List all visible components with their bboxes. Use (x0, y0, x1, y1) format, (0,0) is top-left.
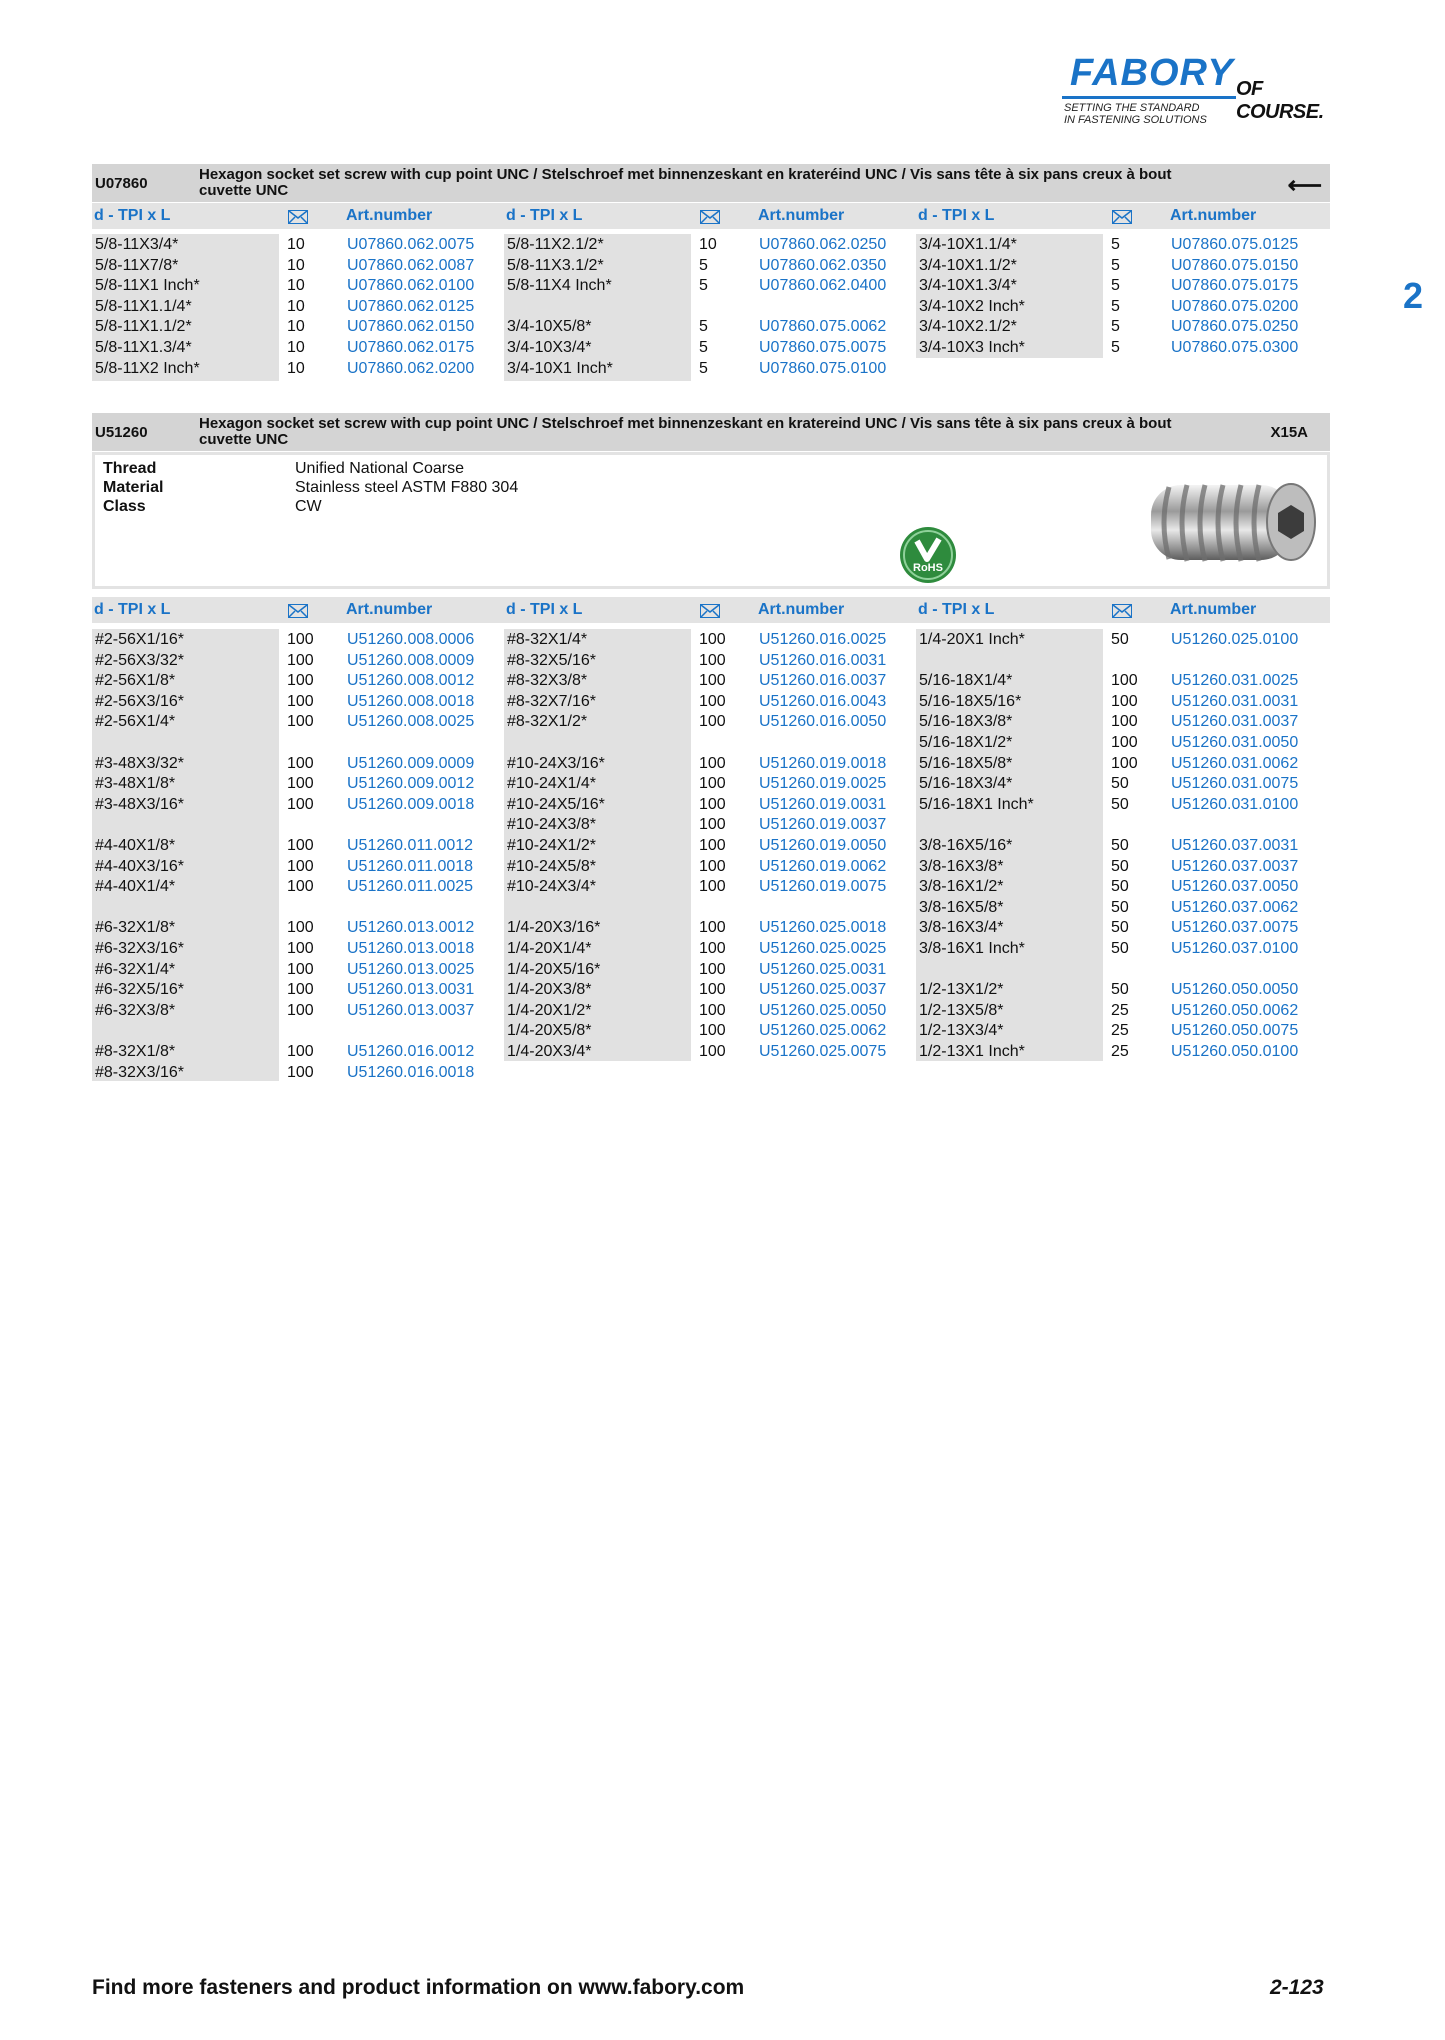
dimension-cell: 5/8-11X1.1/4* (95, 297, 192, 315)
art-number-column-header: Art.number (346, 601, 433, 618)
art-number-link[interactable]: U51260.050.0062 (1171, 1001, 1299, 1019)
art-number-link[interactable]: U51260.016.0012 (347, 1043, 475, 1060)
art-number-link[interactable]: U51260.031.0062 (1171, 754, 1299, 772)
dimension-cell: 3/4-10X3 Inch* (919, 339, 1025, 356)
dimension-cell: 5/16-18X5/8* (919, 754, 1013, 772)
art-number-link[interactable]: U07860.075.0175 (1171, 277, 1299, 295)
dimension-cell: #8-32X3/8* (507, 672, 588, 690)
dim-column-header: d - TPI x L (506, 207, 583, 224)
pack-quantity-cell: 5 (1111, 318, 1120, 336)
pack-quantity-cell: 100 (287, 713, 314, 731)
art-number-link[interactable]: U51260.013.0037 (347, 1001, 475, 1019)
envelope-icon (1112, 604, 1132, 618)
class-value: CW (295, 498, 322, 515)
dimension-cell: #2-56X1/8* (95, 672, 176, 690)
art-number-link[interactable]: U51260.037.0037 (1171, 857, 1299, 875)
pack-quantity-cell: 100 (699, 857, 726, 875)
art-number-link[interactable]: U51260.013.0012 (347, 919, 475, 937)
art-number-link[interactable]: U51260.031.0100 (1171, 795, 1299, 813)
pack-quantity-cell: 100 (287, 795, 314, 813)
dimension-cell: 3/8-16X1 Inch* (919, 940, 1025, 957)
art-number-link[interactable]: U51260.050.0075 (1171, 1022, 1299, 1040)
pack-quantity-cell: 100 (287, 940, 314, 957)
section-title: Hexagon socket set screw with cup point UNC / Stelschroef met binnenzeskant en kratereind UNC / Vis sans tête à six pans creux à bout cuvette UNC (199, 415, 1172, 448)
pack-quantity-cell: 50 (1111, 837, 1129, 854)
pack-quantity-cell: 100 (287, 775, 314, 793)
pack-quantity-cell: 100 (287, 1043, 314, 1060)
art-number-link[interactable]: U07860.075.0075 (759, 339, 887, 356)
dimension-cell: 1/4-20X1/2* (507, 1001, 592, 1019)
pack-quantity-cell: 50 (1111, 631, 1129, 648)
envelope-icon (700, 210, 720, 224)
dimension-cell: 5/16-18X5/16* (919, 692, 1022, 710)
dimension-cell: #2-56X1/16* (95, 631, 184, 648)
art-number-link[interactable]: U07860.062.0150 (347, 318, 475, 336)
thread-value: Unified National Coarse (295, 460, 464, 477)
art-number-link[interactable]: U51260.016.0031 (759, 651, 887, 669)
pack-quantity-cell: 100 (699, 919, 726, 937)
art-number-link[interactable]: U07860.062.0087 (347, 256, 475, 274)
pack-quantity-cell: 10 (287, 256, 305, 274)
pack-quantity-cell: 10 (287, 359, 305, 377)
pack-quantity-cell: 100 (699, 960, 726, 978)
pack-quantity-cell: 100 (287, 919, 314, 937)
fabory-logo (1062, 52, 1352, 132)
art-number-link[interactable]: U51260.031.0050 (1171, 734, 1299, 751)
pack-quantity-cell: 100 (699, 1001, 726, 1019)
dimension-cell: #3-48X3/16* (95, 795, 184, 813)
rohs-badge-icon (900, 527, 956, 583)
art-number-link[interactable]: U51260.025.0075 (759, 1043, 887, 1060)
art-number-link[interactable]: U51260.025.0037 (759, 981, 887, 999)
dimension-cell: 1/4-20X5/16* (507, 960, 601, 978)
art-number-link[interactable]: U51260.008.0025 (347, 713, 475, 731)
pack-quantity-cell: 50 (1111, 775, 1129, 793)
art-number-link[interactable]: U51260.031.0075 (1171, 775, 1299, 793)
art-number-link[interactable]: U51260.019.0018 (759, 754, 887, 772)
art-number-link[interactable]: U51260.031.0037 (1171, 713, 1299, 731)
pack-quantity-cell: 100 (699, 940, 726, 957)
dimension-cell: 1/4-20X5/8* (507, 1022, 592, 1040)
dimension-cell: 1/2-13X3/4* (919, 1022, 1004, 1040)
art-number-link[interactable]: U07860.062.0125 (347, 297, 475, 315)
art-number-link[interactable]: U51260.037.0062 (1171, 898, 1299, 916)
art-number-link[interactable]: U51260.016.0037 (759, 672, 887, 690)
dimension-cell: 3/4-10X2 Inch* (919, 297, 1025, 315)
pack-quantity-cell: 50 (1111, 898, 1129, 916)
dimension-cell: #2-56X1/4* (95, 713, 176, 731)
dimension-cell: 5/8-11X3.1/2* (507, 256, 604, 274)
section-code: U07860 (95, 175, 148, 192)
pack-quantity-cell: 5 (1111, 339, 1120, 356)
art-number-link[interactable]: U07860.075.0125 (1171, 236, 1299, 253)
art-number-link[interactable]: U07860.075.0200 (1171, 297, 1299, 315)
pack-quantity-cell: 100 (699, 1022, 726, 1040)
footer-text: Find more fasteners and product information on www.fabory.com (92, 1976, 745, 1999)
dimension-cell: 5/16-18X1 Inch* (919, 795, 1034, 813)
art-number-link[interactable]: U07860.062.0100 (347, 277, 475, 295)
pack-quantity-cell: 10 (287, 277, 305, 295)
dimension-cell: 3/8-16X1/2* (919, 878, 1004, 896)
art-number-link[interactable]: U51260.011.0018 (347, 857, 474, 875)
pack-quantity-cell: 100 (699, 775, 726, 793)
art-number-link[interactable]: U51260.037.0031 (1171, 837, 1299, 854)
pack-quantity-cell: 100 (1111, 713, 1138, 731)
pack-quantity-cell: 50 (1111, 981, 1129, 999)
art-number-column-header: Art.number (758, 207, 845, 224)
art-number-link[interactable]: U07860.062.0075 (347, 236, 475, 253)
logo-brand: FABORY (1070, 52, 1234, 94)
dimension-cell: #3-48X3/32* (95, 754, 184, 772)
art-number-link[interactable]: U07860.075.0300 (1171, 339, 1299, 356)
dim-column-header: d - TPI x L (94, 601, 171, 618)
section-title-bar-u07860 (92, 164, 1330, 202)
art-number-column-header: Art.number (758, 601, 845, 618)
pack-quantity-cell: 50 (1111, 878, 1129, 896)
dimension-cell: #4-40X3/16* (95, 857, 184, 875)
dimension-cell: #4-40X1/8* (95, 837, 176, 854)
dimension-cell: 3/4-10X1.1/4* (919, 236, 1017, 253)
pack-quantity-cell: 100 (699, 795, 726, 813)
art-number-link[interactable]: U51260.019.0050 (759, 837, 887, 854)
dimension-cell: 5/16-18X1/2* (919, 734, 1013, 751)
art-number-column-header: Art.number (1170, 601, 1257, 618)
dimension-cell: 5/8-11X2 Inch* (95, 359, 200, 377)
dimension-cell: 5/8-11X1.3/4* (95, 339, 192, 356)
dimension-cell: 5/16-18X3/4* (919, 775, 1013, 793)
art-number-link[interactable]: U51260.019.0062 (759, 857, 887, 875)
logo-tagline: OF COURSE. (1236, 78, 1324, 123)
art-number-link[interactable]: U51260.013.0031 (347, 981, 475, 999)
envelope-icon (288, 210, 308, 224)
logo-underline (1062, 96, 1236, 99)
pack-quantity-cell: 10 (699, 236, 717, 253)
pack-quantity-cell: 100 (699, 672, 726, 690)
dimension-cell: 3/4-10X1.3/4* (919, 277, 1017, 295)
dimension-cell: 3/4-10X1 Inch* (507, 359, 613, 377)
pack-quantity-cell: 100 (1111, 692, 1138, 710)
dim-column-header: d - TPI x L (94, 207, 171, 224)
art-number-link[interactable]: U51260.016.0018 (347, 1063, 475, 1081)
dimension-cell: 3/8-16X5/8* (919, 898, 1004, 916)
dimension-cell: #6-32X3/16* (95, 940, 184, 957)
pack-quantity-cell: 5 (1111, 297, 1120, 315)
art-number-link[interactable]: U51260.009.0018 (347, 795, 475, 813)
art-number-link[interactable]: U51260.025.0050 (759, 1001, 887, 1019)
dimension-cell: 1/4-20X3/16* (507, 919, 601, 937)
pack-quantity-cell: 10 (287, 339, 305, 356)
dimension-cell: 3/8-16X5/16* (919, 837, 1013, 854)
pack-quantity-cell: 100 (699, 651, 726, 669)
pack-quantity-cell: 5 (699, 359, 708, 377)
pack-quantity-cell: 100 (1111, 672, 1138, 690)
dimension-cell: 5/8-11X2.1/2* (507, 236, 604, 253)
pack-quantity-cell: 100 (287, 960, 314, 978)
dimension-cell: 5/8-11X3/4* (95, 236, 179, 253)
dimension-cell: #6-32X1/4* (95, 960, 176, 978)
thread-label: Thread (103, 460, 157, 477)
page-number: 2-123 (1270, 1976, 1324, 1999)
art-number-link[interactable]: U51260.037.0050 (1171, 878, 1299, 896)
dimension-cell: #2-56X3/16* (95, 692, 184, 710)
dimension-cell: #2-56X3/32* (95, 651, 184, 669)
pack-quantity-cell: 100 (287, 981, 314, 999)
pack-quantity-cell: 25 (1111, 1001, 1129, 1019)
art-number-link[interactable]: U51260.016.0043 (759, 692, 887, 710)
art-number-link[interactable]: U51260.008.0012 (347, 672, 475, 690)
pack-quantity-cell: 5 (699, 318, 708, 336)
chapter-number: 2 (1403, 275, 1424, 316)
section-code: U51260 (95, 424, 148, 441)
art-number-link[interactable]: U51260.008.0006 (347, 631, 475, 648)
dimension-cell: #6-32X3/8* (95, 1001, 176, 1019)
pack-quantity-cell: 100 (1111, 754, 1138, 772)
art-number-link[interactable]: U51260.019.0037 (759, 816, 887, 834)
envelope-icon (1112, 210, 1132, 224)
dimension-cell: #10-24X3/16* (507, 754, 605, 772)
art-number-link[interactable]: U51260.008.0018 (347, 692, 475, 710)
dimension-cell: 1/4-20X3/8* (507, 981, 592, 999)
art-number-link[interactable]: U51260.031.0025 (1171, 672, 1299, 690)
pack-quantity-cell: 100 (287, 857, 314, 875)
pack-quantity-cell: 100 (699, 713, 726, 731)
dimension-cell: 5/8-11X7/8* (95, 256, 179, 274)
dimension-cell: 3/4-10X3/4* (507, 339, 592, 356)
art-number-link[interactable]: U51260.016.0050 (759, 713, 887, 731)
pack-quantity-cell: 10 (287, 236, 305, 253)
art-number-link[interactable]: U51260.025.0025 (759, 940, 887, 957)
art-number-link[interactable]: U07860.062.0175 (347, 339, 475, 356)
dimension-cell: 1/4-20X3/4* (507, 1043, 592, 1060)
pack-quantity-cell: 100 (287, 754, 314, 772)
art-number-column-header: Art.number (346, 207, 433, 224)
pack-quantity-cell: 100 (699, 631, 726, 648)
pack-quantity-cell: 100 (699, 816, 726, 834)
section-title-bar-u51260 (92, 413, 1330, 451)
set-screw-image-icon (1141, 465, 1321, 575)
art-number-link[interactable]: U51260.037.0100 (1171, 940, 1299, 957)
back-arrow-icon[interactable]: ⟵ (1287, 172, 1322, 199)
art-number-link[interactable]: U51260.025.0018 (759, 919, 887, 937)
art-number-link[interactable]: U51260.009.0009 (347, 754, 475, 772)
pack-quantity-cell: 100 (1111, 734, 1138, 751)
art-number-link[interactable]: U51260.013.0025 (347, 960, 475, 978)
dimension-cell: 1/2-13X1 Inch* (919, 1043, 1025, 1060)
pack-quantity-cell: 100 (287, 1001, 314, 1019)
dimension-cell: #10-24X1/2* (507, 837, 596, 854)
dimension-cell: #10-24X3/8* (507, 816, 596, 834)
dimension-cell: 3/8-16X3/8* (919, 857, 1004, 875)
logo-subtitle-line-2: IN FASTENING SOLUTIONS (1064, 114, 1207, 126)
envelope-icon (700, 604, 720, 618)
dimension-cell: 1/2-13X5/8* (919, 1001, 1004, 1019)
pack-quantity-cell: 5 (699, 256, 708, 274)
dimension-cell: 3/8-16X3/4* (919, 919, 1004, 937)
pack-quantity-cell: 100 (287, 672, 314, 690)
art-number-link[interactable]: U07860.062.0350 (759, 256, 887, 274)
material-value: Stainless steel ASTM F880 304 (295, 479, 519, 496)
dimension-cell: 5/16-18X1/4* (919, 672, 1013, 690)
dimension-cell: 3/4-10X1.1/2* (919, 256, 1017, 274)
properties-box (92, 452, 1330, 589)
pack-quantity-cell: 50 (1111, 919, 1129, 937)
art-number-link[interactable]: U51260.019.0075 (759, 878, 887, 896)
dimension-cell: #10-24X5/16* (507, 795, 605, 813)
art-number-link[interactable]: U07860.075.0150 (1171, 256, 1299, 274)
dimension-cell: 1/4-20X1/4* (507, 940, 592, 957)
pack-quantity-cell: 50 (1111, 940, 1129, 957)
pack-quantity-cell: 10 (287, 318, 305, 336)
pack-quantity-cell: 100 (699, 754, 726, 772)
dimension-cell: 5/16-18X3/8* (919, 713, 1013, 731)
dimension-cell: 5/8-11X1.1/2* (95, 318, 192, 336)
class-label: Class (103, 498, 146, 515)
section-title: Hexagon socket set screw with cup point UNC / Stelschroef met binnenzeskant en krateréind UNC / Vis sans tête à six pans creux à bout cuvette UNC (199, 166, 1172, 199)
pack-quantity-cell: 50 (1111, 857, 1129, 875)
pack-quantity-cell: 5 (1111, 277, 1120, 295)
art-number-link[interactable]: U51260.019.0025 (759, 775, 887, 793)
art-number-link[interactable]: U07860.075.0250 (1171, 318, 1299, 336)
art-number-link[interactable]: U51260.050.0050 (1171, 981, 1299, 999)
dim-column-header: d - TPI x L (918, 601, 995, 618)
dimension-cell: #8-32X7/16* (507, 692, 596, 710)
logo-subtitle (1064, 102, 1207, 126)
pack-quantity-cell: 25 (1111, 1043, 1129, 1060)
pack-quantity-cell: 100 (699, 837, 726, 854)
art-number-link[interactable]: U51260.025.0031 (759, 960, 887, 978)
dimension-cell: #8-32X1/8* (95, 1043, 176, 1060)
dim-column-header: d - TPI x L (918, 207, 995, 224)
pack-quantity-cell: 100 (699, 1043, 726, 1060)
pack-quantity-cell: 100 (699, 692, 726, 710)
art-number-link[interactable]: U51260.009.0012 (347, 775, 475, 793)
pack-quantity-cell: 100 (287, 1063, 314, 1081)
art-number-link[interactable]: U51260.011.0012 (347, 837, 474, 854)
art-number-link[interactable]: U51260.037.0075 (1171, 919, 1299, 937)
art-number-link[interactable]: U07860.075.0100 (759, 359, 887, 377)
column-header-bar (92, 597, 1330, 623)
dimension-cell: 5/8-11X1 Inch* (95, 277, 200, 295)
dimension-cell: 3/4-10X2.1/2* (919, 318, 1017, 336)
art-number-link[interactable]: U51260.008.0009 (347, 651, 475, 669)
pack-quantity-cell: 100 (287, 651, 314, 669)
pack-quantity-cell: 100 (287, 692, 314, 710)
column-header-bar (92, 203, 1330, 229)
pack-quantity-cell: 5 (699, 277, 708, 295)
logo-subtitle-line-1: SETTING THE STANDARD (1064, 102, 1200, 114)
pack-quantity-cell: 100 (287, 631, 314, 648)
dimension-cell: #10-24X3/4* (507, 878, 596, 896)
pack-quantity-cell: 50 (1111, 795, 1129, 813)
dimension-cell: 3/4-10X5/8* (507, 318, 592, 336)
rohs-label: RoHS (913, 562, 943, 574)
dimension-cell: #3-48X1/8* (95, 775, 176, 793)
pack-quantity-cell: 5 (1111, 236, 1120, 253)
pack-quantity-cell: 100 (699, 878, 726, 896)
dimension-cell: #6-32X1/8* (95, 919, 176, 937)
art-number-link[interactable]: U51260.025.0100 (1171, 631, 1299, 648)
dimension-cell: #10-24X5/8* (507, 857, 596, 875)
envelope-icon (288, 604, 308, 618)
dimension-cell: #8-32X1/2* (507, 713, 588, 731)
pack-quantity-cell: 25 (1111, 1022, 1129, 1040)
pack-quantity-cell: 100 (699, 981, 726, 999)
dim-column-header: d - TPI x L (506, 601, 583, 618)
art-number-link[interactable]: U51260.011.0025 (347, 878, 474, 896)
dimension-cell: 5/8-11X4 Inch* (507, 277, 612, 295)
dimension-cell: #8-32X3/16* (95, 1063, 184, 1081)
dimension-cell: #8-32X5/16* (507, 651, 596, 669)
pack-quantity-cell: 100 (287, 878, 314, 896)
art-number-link[interactable]: U07860.062.0250 (759, 236, 887, 253)
pack-quantity-cell: 5 (699, 339, 708, 356)
pack-quantity-cell: 5 (1111, 256, 1120, 274)
art-number-link[interactable]: U51260.016.0025 (759, 631, 887, 648)
dimension-cell: 1/4-20X1 Inch* (919, 631, 1025, 648)
dimension-cell: #4-40X1/4* (95, 878, 176, 896)
art-number-link[interactable]: U51260.025.0062 (759, 1022, 887, 1040)
art-number-link[interactable]: U07860.062.0200 (347, 359, 475, 377)
art-number-link[interactable]: U51260.050.0100 (1171, 1043, 1299, 1060)
pack-quantity-cell: 100 (287, 837, 314, 854)
art-number-link[interactable]: U07860.075.0062 (759, 318, 887, 336)
dimension-cell: 1/2-13X1/2* (919, 981, 1004, 999)
norm-badge: X15A (1270, 424, 1308, 441)
dimension-cell: #6-32X5/16* (95, 981, 184, 999)
dimension-cell: #8-32X1/4* (507, 631, 588, 648)
art-number-column-header: Art.number (1170, 207, 1257, 224)
dimension-cell: #10-24X1/4* (507, 775, 596, 793)
material-label: Material (103, 479, 164, 496)
pack-quantity-cell: 10 (287, 297, 305, 315)
art-number-link[interactable]: U51260.019.0031 (759, 795, 887, 813)
art-number-link[interactable]: U07860.062.0400 (759, 277, 887, 295)
art-number-link[interactable]: U51260.031.0031 (1171, 692, 1299, 710)
art-number-link[interactable]: U51260.013.0018 (347, 940, 475, 957)
